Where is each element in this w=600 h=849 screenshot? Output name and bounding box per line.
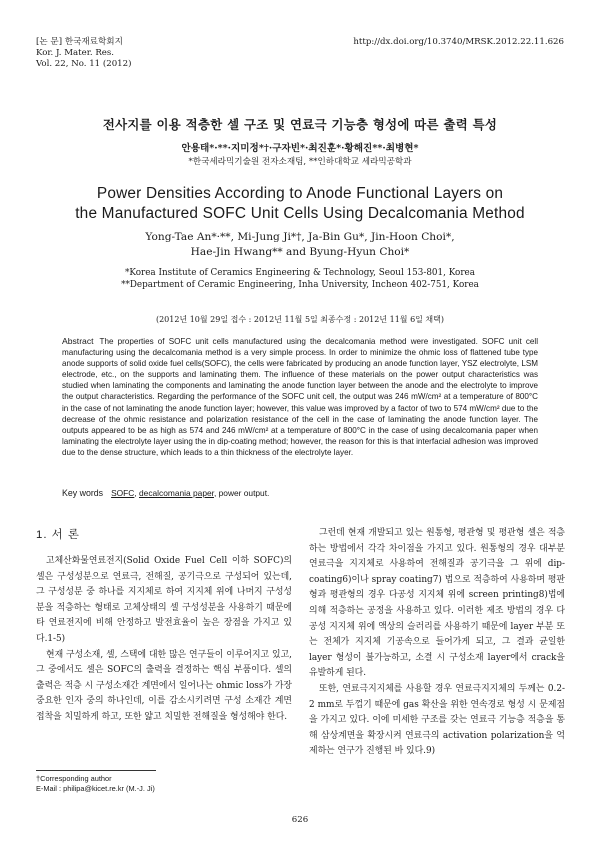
affiliations-korean: *한국세라믹기술원 전자소재팀, **인하대학교 세라믹공학과 xyxy=(188,157,412,167)
corresponding-author: †Corresponding author xyxy=(36,774,112,783)
title-english-line1: Power Densities According to Anode Functional Layers on xyxy=(96,185,504,202)
footnote-divider xyxy=(36,770,156,771)
section-heading: 1. 서 론 xyxy=(36,529,80,541)
keyword-power: power output. xyxy=(218,488,270,498)
affiliation-1: *Korea Institute of Ceramics Engineering & Technology, Seoul 153-801, Korea xyxy=(124,268,475,278)
journal-name-ko: [논 문] 한국재료학회지 xyxy=(36,37,123,47)
journal-name-en: Kor. J. Mater. Res. xyxy=(36,48,115,59)
author-email: E-Mail : philipa@kicet.re.kr (M.-J. Ji) xyxy=(36,784,155,793)
keywords-label: Key words xyxy=(62,488,104,498)
intro-paragraph-3: 그런데 현재 개발되고 있는 원통형, 평관형 및 평관형 셀은 적층하는 방법에서 각각 차이점을 가지고 있다. 원통형의 경우 대부분 연료극을 지지체로 사용하여 전해질과 공기극을 그 위에 dip-coating6)이나 spray coating7) 법으로 적층하여 사용하며 평판형과 평관형의 경우 다공성 지지체 위에 screen printing8)법에 의해 적층하는 공정을 사용하고 있다. 이러한 제조 방법의 경우 다공성 지지체 위에 액상의 슬러리를 사용하기 때문에 layer 부분 또는 전체가 지지체 기공속으로 들어가게 되고, 그 결과 균일한 layer 형성이 불가능하고, 소결 시 구성소재 layer에서 crack을 유발하게 된다. xyxy=(309,528,565,679)
abstract xyxy=(62,336,538,458)
title-english-line2: the Manufactured SOFC Unit Cells Using Decalcomania Method xyxy=(75,205,525,222)
authors-korean: 안용태*·**·지미정*†·구자빈*·최진훈*·황해진**·최병현* xyxy=(181,143,419,154)
authors-english-line1: Yong-Tae An*·**, Mi-Jung Ji*†, Ja-Bin Gu*, Jin-Hoon Choi*, xyxy=(145,231,455,243)
authors-english xyxy=(0,230,600,260)
intro-paragraph-1: 고체산화물연료전지(Solid Oxide Fuel Cell 이하 SOFC)의 셀은 구성성분으로 연료극, 전해질, 공기극으로 구성되어 있는데, 그 구성성분 중 하나를 지지체로 하여 지지체 위에 나머지 구성성분을 적층하는 형태로 고체상태의 셀 구성성분을 사용하기 때문에 타 연료전지에 비해 안정하고 발전효율이 높은 장점을 가지고 있다.1-5) xyxy=(36,556,292,644)
keyword-decalcomania: decalcomania paper xyxy=(139,488,214,498)
page-number: 626 xyxy=(291,815,309,825)
keywords: Key words SOFC, decalcomania paper, power output. xyxy=(62,488,270,498)
authors-english-line2: Hae-Jin Hwang** and Byung-Hyun Choi* xyxy=(190,246,410,258)
abstract-text: The properties of SOFC unit cells manufactured using the decalcomania method were investigated. SOFC unit cell manufacturing using the decalcomania method is a very simple process. In order to minimize the ohmic loss of flattened tube type anode supports of solid oxide fuel cells(SOFC), the cells were fabricated by producing an anode function layer, YSZ electrolyte, LSM electrode, etc., on the supports and laminating them. The influence of these materials on the power output characteristics was studied when laminating the components and laminating the anode function layer between the anode and the electrolyte to improve the output characteristics. Regarding the performance of the SOFC unit cell, the output was 246 mW/cm² at a temperature of 800°C in the case of not laminating the anode function layer; however, this value was improved by a factor of two to 574 mW/cm² due to the decrease of the ohmic resistance and polarization resistance of the cell in the case of laminating the anode function layer. The outputs appeared to be as high as 574 and 246 mW/cm² at a temperature of 800°C in the case of using decalcomania paper when laminating the electrolyte layer using the in dip-coating method; however, the reason for this is that interfacial adhesion was improved due to the dense structure, which leads to a thin thickness of the electrolyte layer. xyxy=(62,337,538,457)
right-column xyxy=(309,526,565,760)
title-english xyxy=(30,184,570,224)
journal-header xyxy=(36,37,131,71)
keyword-sofc: SOFC xyxy=(111,488,135,498)
left-column xyxy=(36,526,292,726)
affiliations-english xyxy=(0,267,600,291)
footnote xyxy=(36,774,155,794)
intro-paragraph-4: 또한, 연료극지지체를 사용할 경우 연료극지지체의 두께는 0.2-2 mm로 두껍기 때문에 gas 확산을 위한 연속경로 형성 시 문제점을 가지고 있다. 이에 미세한 구조를 갖는 연료극 기능층 적층을 통해 삼상계면을 확장시켜 연료극의 activation polarization을 억제하는 연구가 진행된 바 있다.9) xyxy=(309,683,565,757)
doi-link[interactable]: http://dx.doi.org/10.3740/MRSK.2012.22.11.626 xyxy=(353,37,564,47)
abstract-label: Abstract xyxy=(62,336,94,346)
submission-dates: (2012년 10월 29일 접수 : 2012년 11월 5일 최종수정 : 2012년 11월 6일 채택) xyxy=(155,315,445,324)
title-korean: 전사지를 이용 적층한 셀 구조 및 연료극 기능층 형성에 따른 출력 특성 xyxy=(102,117,498,132)
journal-volume: Vol. 22, No. 11 (2012) xyxy=(36,59,132,70)
affiliation-2: **Department of Ceramic Engineering, Inha University, Incheon 402-751, Korea xyxy=(121,280,479,290)
intro-paragraph-2: 현재 구성소재, 셀, 스택에 대한 많은 연구들이 이루어지고 있고, 그 중에서도 셀은 SOFC의 출력을 결정하는 핵심 부품이다. 셀의 출력은 적층 시 구성소재간 계면에서 일어나는 ohmic loss가 가장 중요한 인자 중의 하나인데, 이를 감소시키려면 구성 소재간 계면 접착을 치밀하게 하고, 또한 얇고 치밀한 전해질을 형성해야 한다. xyxy=(36,649,292,722)
